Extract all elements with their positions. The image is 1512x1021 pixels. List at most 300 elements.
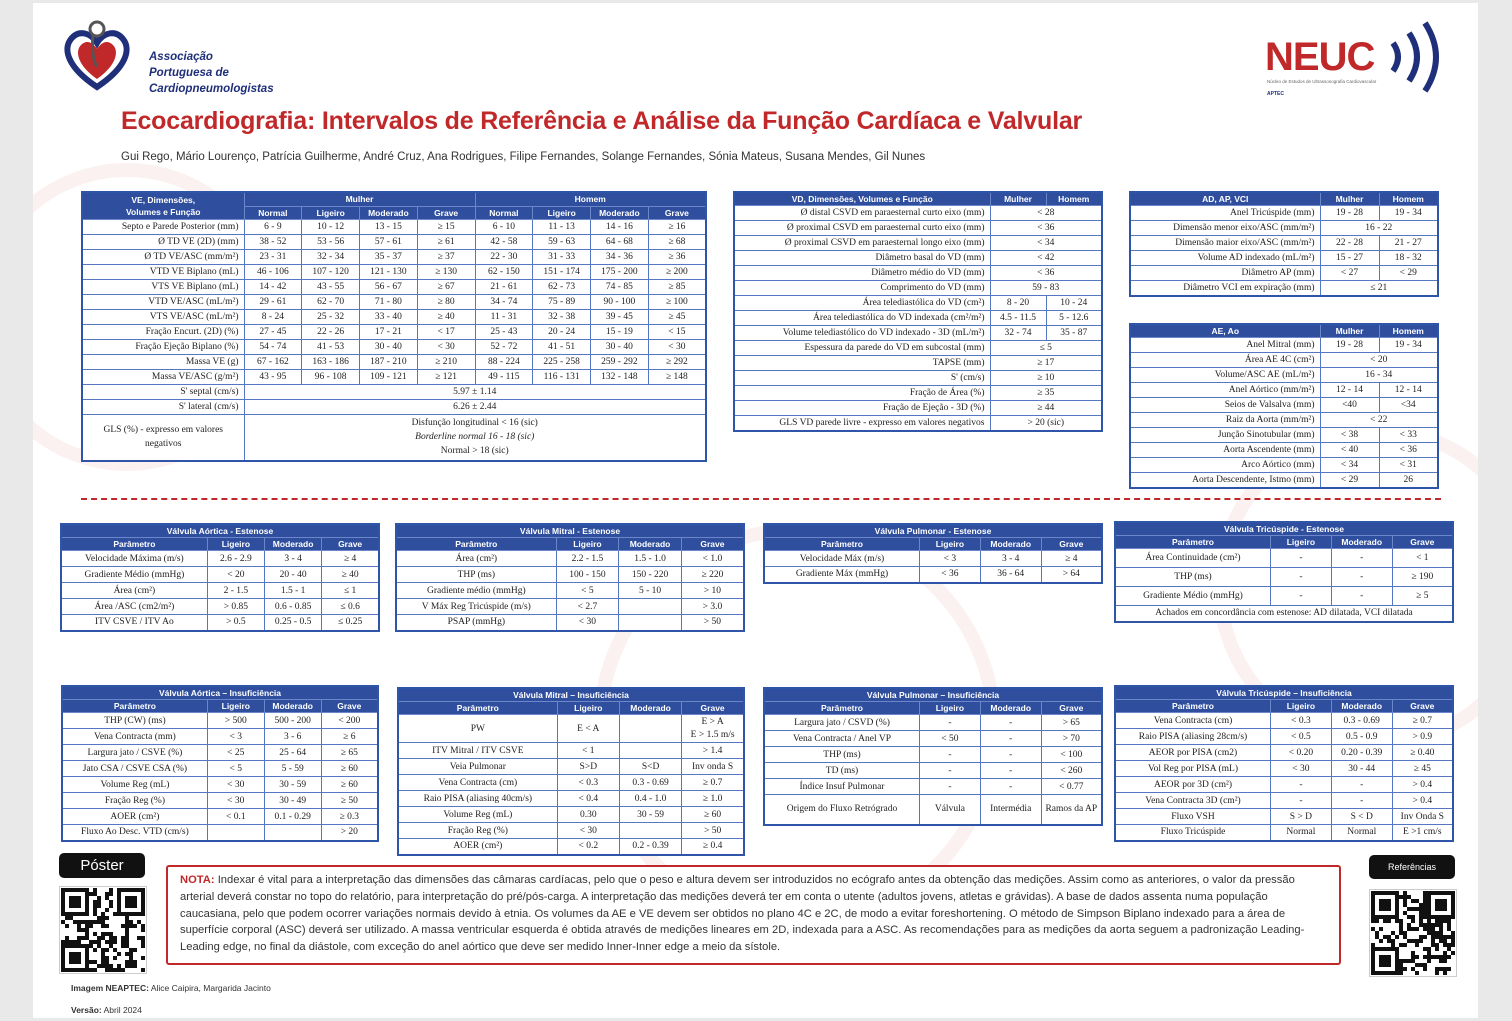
table-row [764,779,1102,795]
table-cell: 3 - 4 [265,551,322,567]
row-label: Vena Contracta (cm) [1115,713,1270,729]
aortic-stenosis-table [60,523,380,632]
table-cell: 175 - 200 [591,265,649,280]
table-cell: < 0.3 [557,775,619,791]
ae-col-homem: Homem [1379,324,1438,338]
row-label: Arco Aórtico (mm) [1130,458,1320,473]
table-cell: > 0.4 [1392,793,1453,809]
neuc-wordmark: NEUC [1265,35,1375,79]
row-label: Vol Reg por PISA (mL) [1115,761,1270,777]
mitral-regurgitation-table [397,687,745,856]
table-row [734,221,1102,236]
ae-title: AE, Ao [1130,324,1320,338]
valve-table-title: Válvula Tricúspide - Estenose [1115,522,1453,536]
table-cell: E > A E > 1.5 m/s [682,715,744,743]
ve-gls-label: GLS (%) - expresso em valores negativos [82,415,244,461]
table-row [1115,536,1453,549]
table-row [61,599,379,615]
table-row [1115,777,1453,793]
row-label: V Máx Reg Tricúspide (m/s) [396,599,556,615]
table-row [62,745,378,761]
table-cell: 30 - 40 [360,340,418,355]
valve-col-header: Grave [1041,538,1102,551]
table-row [764,747,1102,763]
table-cell: 62 - 70 [302,295,360,310]
table-cell: ≥ 35 [990,386,1102,401]
apc-logo [57,17,287,97]
table-cell: 56 - 67 [360,280,418,295]
table-cell: Intermédia [980,795,1041,825]
nota-text: Indexar é vital para a interpretação das dimensões das câmaras cardíacas, pelo que o peso e altura devem ser introduzidos no ecógrafo antes da obtenção das medições. Assim como as anteriores, o valor da pressão arterial deverá constar no topo do relatório, para interpretação do pré/pós-carga. A interpretação das medições deverá ter em conta o utente (adultos jovens, atletas e grávidas). A base de dados assenta numa população caucasiana, pelo que podem ocorrer variações normais devido à etnia. Os volumes da AE e VE devem ser obtidos no plano 4C e 2C, de modo a evitar foreshortening. O método de Simpson Biplano indexado para a área de superfície corporal (ASC) deverá ser utilizado. A massa ventricular esquerda é obtida através de medições lineares em 2D, indexada para a ASC. As recomendações para as medições da aorta seguem a padronização Leading-Leading edge, no final da diástole, com exceção do anel aórtico que deve ser medido Inner-Inner edge a meio da sístole. [180,874,1305,954]
ve-col-header: Moderado [360,206,418,220]
table-cell: 0.20 - 0.39 [1331,745,1392,761]
table-row [764,524,1102,538]
table-cell: < 1.0 [681,551,744,567]
table-cell: 0.1 - 0.29 [264,809,321,825]
row-label: Dimensão maior eixo/ASC (mm/m²) [1130,236,1320,251]
table-cell: < 30 [648,340,706,355]
table-cell: < 0.1 [207,809,264,825]
nota-box [166,865,1341,965]
table-cell: 10 - 24 [1046,296,1102,311]
table-cell: ≥ 44 [990,401,1102,416]
valve-col-header: Grave [682,702,744,715]
table-row [82,355,706,370]
table-cell: 14 - 42 [244,280,302,295]
table-cell: <40 [1320,398,1379,413]
table-cell: ≥ 60 [321,777,378,793]
authors: Gui Rego, Mário Lourenço, Patrícia Guilherme, André Cruz, Ana Rodrigues, Filipe Fernandes, Solange Fernandes, Sónia Mateus, Susana Mendes, Gil Nunes [121,151,926,163]
pulmonary-stenosis-table [763,523,1103,584]
row-label: Seios de Valsalva (mm) [1130,398,1320,413]
neuc-logo [1265,17,1455,97]
qr-code-references[interactable] [1369,889,1457,977]
table-cell: 0.4 - 1.0 [619,791,681,807]
table-cell: 15 - 19 [591,325,649,340]
table-row [62,809,378,825]
table-cell: 19 - 28 [1320,338,1379,353]
table-cell: 107 - 120 [302,265,360,280]
table-cell: ≥ 220 [681,567,744,583]
table-cell: < 20 [207,567,264,583]
table-row [61,551,379,567]
row-label: Gradiente Médio (mmHg) [1115,587,1270,606]
ad-col-homem: Homem [1379,192,1438,206]
valve-col-header: Ligeiro [207,538,264,551]
table-row [1115,549,1453,568]
row-label: Largura jato / CSVD (%) [764,715,919,731]
valve-table-title: Válvula Pulmonar – Insuficiência [764,688,1102,702]
table-cell: 62 - 73 [533,280,591,295]
table-row [764,763,1102,779]
table-cell: 32 - 38 [533,310,591,325]
table-cell: ≥ 68 [648,235,706,250]
table-row [398,759,744,775]
table-cell: 30 - 59 [264,777,321,793]
table-row [396,583,744,599]
table-cell: < 29 [1320,473,1379,488]
sound-waves-icon [1383,17,1455,97]
valve-col-header: Moderado [264,700,321,713]
tricuspid-stenosis-note: Achados em concordância com estenose: AD dilatada, VCI dilatada [1115,606,1453,622]
table-cell: < 36 [990,266,1102,281]
table-cell: ≥ 80 [417,295,475,310]
table-cell: 163 - 186 [302,355,360,370]
table-cell: < 50 [919,731,980,747]
row-label: Vena Contracta (mm) [62,729,207,745]
valve-col-header: Grave [1392,536,1453,549]
poster [33,3,1478,1018]
valve-table-title: Válvula Pulmonar - Estenose [764,524,1102,538]
table-cell: < 22 [1320,413,1438,428]
table-cell: ≥ 5 [1392,587,1453,606]
table-row [734,401,1102,416]
row-label: Fração Reg (%) [62,793,207,809]
row-label: Diâmetro VCI em expiração (mm) [1130,281,1320,296]
table-cell: - [980,715,1041,731]
table-row [1130,458,1438,473]
table-row [1115,606,1453,622]
table-cell: < 5 [207,761,264,777]
row-label: Área telediastólica do VD indexada (cm²/m²) [734,311,990,326]
ad-col-mulher: Mulher [1320,192,1379,206]
table-row [82,325,706,340]
table-row [61,583,379,599]
table-cell: 31 - 33 [533,250,591,265]
table-cell: < 260 [1041,763,1102,779]
apc-name-line: Associação [149,51,213,63]
table-row [1130,236,1438,251]
valve-table-title: Válvula Mitral – Insuficiência [398,688,744,702]
table-cell: < 36 [990,221,1102,236]
ve-table [81,191,707,462]
table-cell: > 50 [682,823,744,839]
table-cell: ≥ 45 [648,310,706,325]
table-cell: < 2.7 [556,599,619,615]
table-cell: 0.30 [557,807,619,823]
table-cell: < 1 [557,743,619,759]
table-cell: 1.5 - 1 [265,583,322,599]
table-cell: 11 - 31 [475,310,533,325]
table-cell: < 15 [648,325,706,340]
table-cell: 0.3 - 0.69 [619,775,681,791]
table-cell: 54 - 74 [244,340,302,355]
row-label: Comprimento do VD (mm) [734,281,990,296]
row-label: Área (cm²) [61,583,207,599]
table-cell: 32 - 34 [302,250,360,265]
table-cell: 46 - 106 [244,265,302,280]
row-label: Índice Insuf Pulmonar [764,779,919,795]
table-cell: ≥ 40 [322,567,379,583]
table-cell: < 0.4 [557,791,619,807]
row-label: Ø proximal CSVD em paraesternal curto eixo (mm) [734,221,990,236]
ve-gls-line: Disfunção longitudinal < 16 (sic) [411,418,538,429]
row-label: PSAP (mmHg) [396,615,556,631]
row-label: Área Continuidade (cm²) [1115,549,1270,568]
valve-col-header: Moderado [1331,700,1392,713]
table-cell: 11 - 13 [533,220,591,235]
valve-col-header: Ligeiro [919,538,980,551]
table-cell: < 30 [1270,761,1331,777]
table-cell: < 30 [207,777,264,793]
table-row [1115,745,1453,761]
table-cell: 34 - 36 [591,250,649,265]
table-cell: 22 - 26 [302,325,360,340]
table-cell: ≥ 0.7 [682,775,744,791]
table-row [1130,353,1438,368]
table-cell: 30 - 44 [1331,761,1392,777]
table-cell: ≥ 1.0 [682,791,744,807]
table-row [1115,686,1453,700]
row-label: ITV Mitral / ITV CSVE [398,743,557,759]
table-cell: 21 - 61 [475,280,533,295]
table-cell: < 3 [207,729,264,745]
table-row [396,538,744,551]
table-cell: 13 - 15 [360,220,418,235]
table-cell: < 100 [1041,747,1102,763]
table-row [82,250,706,265]
table-row [1130,383,1438,398]
table-cell: 0.2 - 0.39 [619,839,681,855]
ae-table [1129,323,1439,489]
table-cell: < 38 [1320,428,1379,443]
table-cell: 109 - 121 [360,370,418,385]
table-row [398,775,744,791]
table-cell: < 1 [1392,549,1453,568]
table-cell: < 34 [990,236,1102,251]
table-cell: ≥ 67 [417,280,475,295]
row-label: Volume Reg (mL) [398,807,557,823]
row-label: Veia Pulmonar [398,759,557,775]
table-cell: 121 - 130 [360,265,418,280]
row-label: Fração Encurt. (2D) (%) [82,325,244,340]
table-cell: Normal [1270,825,1331,841]
table-cell: < 33 [1379,428,1438,443]
table-cell: < 30 [207,793,264,809]
table-cell: > 64 [1041,567,1102,583]
table-cell: 30 - 49 [264,793,321,809]
table-cell: 30 - 40 [591,340,649,355]
row-label: Fração de Ejeção - 3D (%) [734,401,990,416]
image-credits: Imagem NEAPTEC: Alice Caipira, Margarida Jacinto [71,983,271,993]
ve-col-header: Normal [475,206,533,220]
table-cell [619,615,682,631]
table-cell: ≥ 4 [1041,551,1102,567]
table-cell: 2 - 1.5 [207,583,264,599]
row-label: Velocidade Máxima (m/s) [61,551,207,567]
row-label: Área (cm²) [396,551,556,567]
table-cell: - [1331,568,1392,587]
table-row [734,251,1102,266]
table-cell: > 10 [681,583,744,599]
table-cell: 27 - 45 [244,325,302,340]
table-cell: 259 - 292 [591,355,649,370]
row-label: Raiz da Aorta (mm/m²) [1130,413,1320,428]
table-cell: 25 - 43 [475,325,533,340]
valve-col-header: Parâmetro [764,702,919,715]
table-cell: > 20 [321,825,378,841]
table-cell: 30 - 59 [619,807,681,823]
table-cell: ≤ 0.6 [322,599,379,615]
row-label: THP (ms) [764,747,919,763]
valve-col-header: Ligeiro [557,702,619,715]
table-cell: < 0.20 [1270,745,1331,761]
ve-col-header: Ligeiro [302,206,360,220]
row-label: Septo e Parede Posterior (mm) [82,220,244,235]
table-row [1130,281,1438,296]
table-row [62,793,378,809]
table-cell: 8 - 24 [244,310,302,325]
valve-col-header: Parâmetro [1115,700,1270,713]
ve-title: VE, Dimensões, Volumes e Função [82,192,244,220]
table-cell: 59 - 63 [533,235,591,250]
table-cell: 53 - 56 [302,235,360,250]
table-cell: 16 - 34 [1320,368,1438,383]
table-row [82,280,706,295]
table-cell: < 30 [556,615,619,631]
ad-title: AD, AP, VCI [1130,192,1320,206]
ve-col-header: Ligeiro [533,206,591,220]
row-label: Largura jato / CSVE (%) [62,745,207,761]
nota-label: NOTA: [180,874,215,886]
row-label: AOER (cm²) [62,809,207,825]
table-row [1115,761,1453,777]
table-row [1115,568,1453,587]
row-label: Ø proximal CSVD em paraesternal longo eixo (mm) [734,236,990,251]
table-cell [619,743,681,759]
valve-col-header: Grave [321,700,378,713]
table-row [764,551,1102,567]
table-row [734,326,1102,341]
table-row [1130,368,1438,383]
mitral-stenosis-table [395,523,745,632]
row-label: Volume telediastólico do VD indexado - 3D (mL/m²) [734,326,990,341]
table-cell: > 50 [681,615,744,631]
neuc-org: APTEC [1267,91,1284,97]
ad-table [1129,191,1439,297]
ve-col-header: Normal [244,206,302,220]
table-cell: - [919,715,980,731]
table-cell: S>D [557,759,619,775]
neuc-subtitle: Núcleo de Estudos de Ultrassonografia Cardiovascular [1267,79,1377,84]
table-cell: 33 - 40 [360,310,418,325]
table-cell: ≤ 0.25 [322,615,379,631]
row-label: VTS VE/ASC (mL/m²) [82,310,244,325]
table-cell: < 0.77 [1041,779,1102,795]
valve-table-title: Válvula Mitral - Estenose [396,524,744,538]
table-cell: 10 - 12 [302,220,360,235]
table-row [82,235,706,250]
row-label: S' (cm/s) [734,371,990,386]
table-cell: 116 - 131 [533,370,591,385]
valve-col-header: Ligeiro [1270,700,1331,713]
table-cell: > 70 [1041,731,1102,747]
table-cell: - [1270,793,1331,809]
valve-col-header: Parâmetro [61,538,207,551]
qr-code-poster[interactable] [59,886,147,974]
table-row [1115,522,1453,536]
table-cell: ≥ 85 [648,280,706,295]
table-row [734,206,1102,221]
table-cell [207,825,264,841]
ve-gls-line: Borderline normal 16 - 18 (sic) [415,432,535,443]
table-cell: 0.6 - 0.85 [265,599,322,615]
table-cell [619,599,682,615]
table-row [1130,398,1438,413]
row-label: Aorta Ascendente (mm) [1130,443,1320,458]
table-cell: ≥ 61 [417,235,475,250]
table-row [1130,251,1438,266]
table-cell: 225 - 258 [533,355,591,370]
apc-name-line: Cardiopneumologistas [149,83,274,95]
table-cell: ≥ 17 [990,356,1102,371]
table-row [398,702,744,715]
table-cell: < 0.5 [1270,729,1331,745]
apc-name-line: Portuguesa de [149,67,229,79]
table-cell: 6 - 10 [475,220,533,235]
table-cell: < 36 [919,567,980,583]
table-cell: ≥ 16 [648,220,706,235]
table-cell: ≥ 0.3 [321,809,378,825]
tricuspid-stenosis-table [1114,521,1454,623]
table-cell: 23 - 31 [244,250,302,265]
table-cell: 18 - 32 [1379,251,1438,266]
table-row [1115,713,1453,729]
qr-poster-label: Póster [59,853,145,878]
table-row [1130,413,1438,428]
row-label: ITV CSVE / ITV Ao [61,615,207,631]
table-cell: 49 - 115 [475,370,533,385]
table-cell: 21 - 27 [1379,236,1438,251]
table-row [82,310,706,325]
table-row [82,265,706,280]
table-cell: ≥ 0.40 [1392,745,1453,761]
row-label: Volume AD indexado (mL/m²) [1130,251,1320,266]
table-cell: - [980,763,1041,779]
table-cell: 187 - 210 [360,355,418,370]
table-row [62,729,378,745]
table-cell: S > D [1270,809,1331,825]
table-cell: ≥ 15 [417,220,475,235]
table-cell: ≥ 200 [648,265,706,280]
table-cell: 19 - 34 [1379,206,1438,221]
table-cell: < 3 [919,551,980,567]
table-row [82,220,706,235]
table-cell: 67 - 162 [244,355,302,370]
table-cell: 34 - 74 [475,295,533,310]
table-cell: ≥ 36 [648,250,706,265]
row-label: Jato CSA / CSVE CSA (%) [62,761,207,777]
table-row [62,700,378,713]
ve-col-header: Grave [648,206,706,220]
table-cell: 151 - 174 [533,265,591,280]
table-cell: ≥ 210 [417,355,475,370]
table-cell: ≥ 100 [648,295,706,310]
table-cell: > 500 [207,713,264,729]
table-row [734,281,1102,296]
row-label: Volume/ASC AE (mL/m²) [1130,368,1320,383]
valve-col-header: Parâmetro [396,538,556,551]
table-cell: < 28 [990,206,1102,221]
row-label: Espessura da parede do VD em subcostal (mm) [734,341,990,356]
table-cell: 25 - 64 [264,745,321,761]
table-row [1130,443,1438,458]
table-cell: 150 - 220 [619,567,682,583]
table-row [1130,206,1438,221]
table-cell: < 31 [1379,458,1438,473]
row-label: Fluxo Tricúspide [1115,825,1270,841]
tricuspid-regurgitation-table [1114,685,1454,842]
